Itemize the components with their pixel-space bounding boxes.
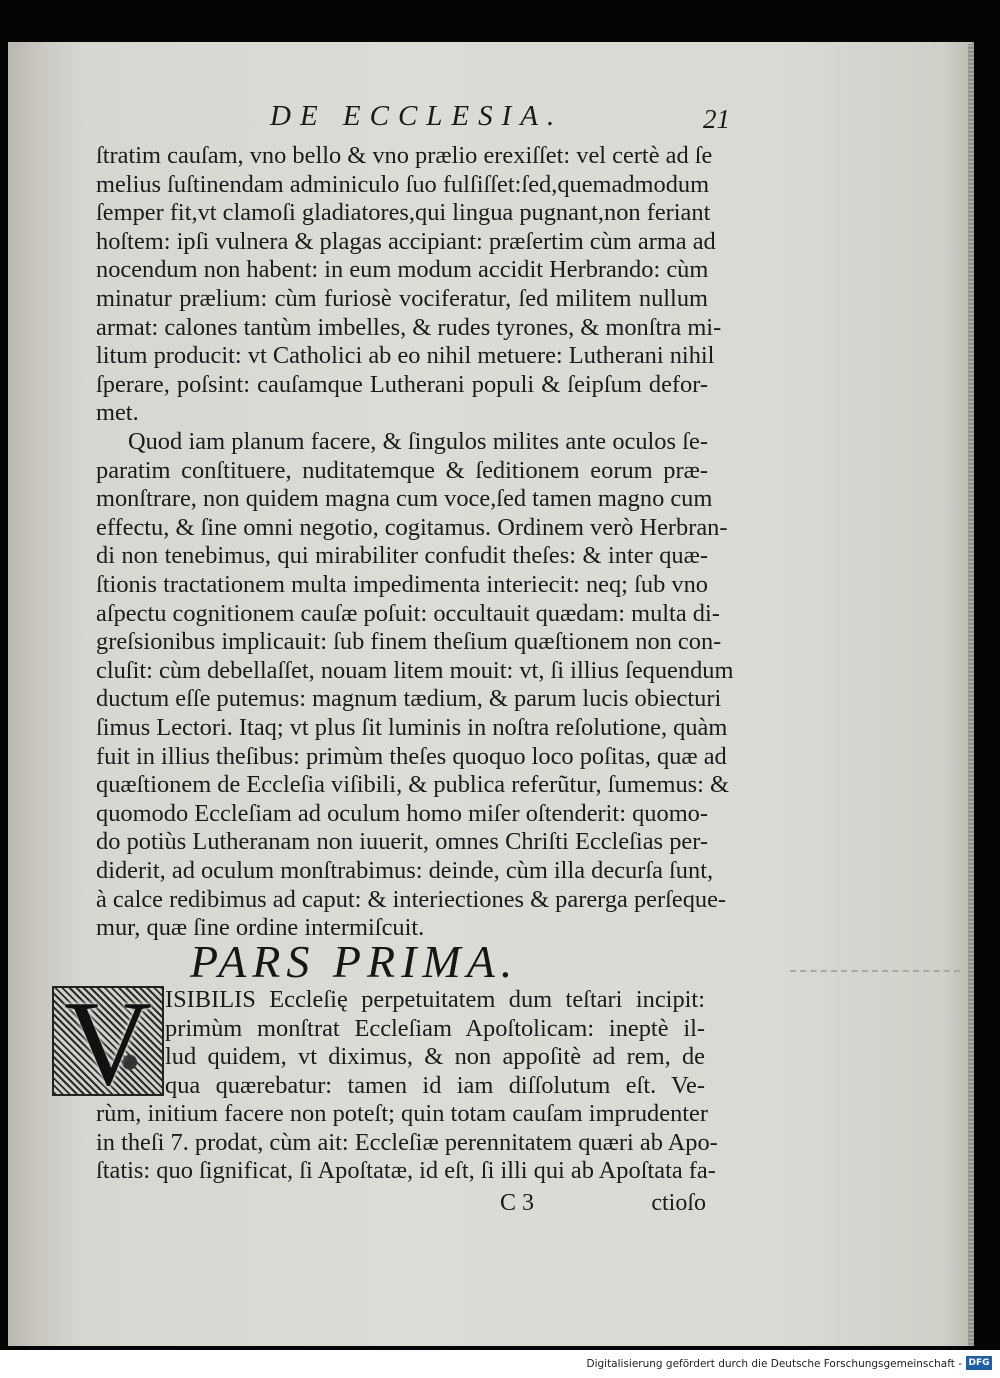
page-footer-marks (500, 1190, 706, 1220)
paragraph-3-continued (96, 1100, 718, 1186)
text-line: qua quærebatur: tamen id iam diſſolutum eſt. Ve- (165, 1071, 705, 1099)
text-line: minatur prælium: cùm furiosè vociferatur, ſed militem nullum (96, 284, 708, 312)
text-line: ſperare, poſsint: cauſamque Lutherani populi & ſeipſum defor- (96, 370, 708, 398)
text-line: Quod iam planum facere, & ſingulos milites ante oculos ſe- (128, 428, 708, 455)
paragraph-2 (96, 428, 734, 943)
text-line: ductum eſſe putemus: magnum tædium, & parum lucis obiecturi (96, 685, 722, 713)
paragraph-3-beside-initial (165, 986, 705, 1100)
page-fore-edge (968, 44, 974, 1346)
digitization-footer (0, 1350, 1000, 1378)
text-line: hoſtem: ipſi vulnera & plagas accipiant: præſertim cùm arma ad (96, 227, 716, 255)
text-line: effectu, & ſine omni negotio, cogitamus. Ordinem verò Herbran- (96, 513, 728, 541)
text-line: monſtrare, non quidem magna cum voce,ſed tamen magno cum (96, 485, 713, 513)
text-line: ISIBILIS Eccleſię perpetuitatem dum teſtari incipit: (165, 986, 705, 1013)
scan-artifact-rule (790, 970, 960, 972)
text-line: armat: calones tantùm imbelles, & rudes tyrones, & monſtra mi- (96, 313, 722, 341)
text-line: nocendum non habent: in eum modum accidit Herbrando: cùm (96, 256, 709, 284)
text-line: à calce redibimus ad caput: & interiectiones & parerga perſeque- (96, 885, 727, 913)
page-header (270, 100, 730, 140)
signature-mark: C 3 (500, 1190, 535, 1216)
text-line: ſimus Lectori. Itaq; vt plus ſit luminis in noſtra reſolutione, quàm (96, 713, 728, 741)
text-line: diderit, ad oculum monſtrabimus: deinde, cùm illa decurſa ſunt, (96, 856, 714, 884)
text-line: do potiùs Lutheranam non iuuerit, omnes Chriſti Eccleſias per- (96, 828, 708, 856)
paragraph-1 (96, 142, 722, 428)
folio-number: 21 (703, 104, 730, 134)
text-line: ſtratim cauſam, vno bello & vno prælio erexiſſet: vel certè ad ſe (96, 142, 713, 169)
text-line: lud quidem, vt diximus, & non appoſitè ad rem, de (165, 1043, 705, 1071)
text-line: ſemper fit,vt clamoſi gladiatores,qui lingua pugnant,non feriant (96, 199, 711, 227)
text-line: mur, quæ ſine ordine intermiſcuit. (96, 914, 425, 942)
section-heading: PARS PRIMA. (190, 936, 519, 987)
decorated-initial (52, 976, 164, 1111)
initial-letter: V (63, 976, 153, 1111)
running-title: DE ECCLESIA. (270, 100, 564, 132)
text-line: ſtatis: quo ſignificat, ſi Apoſtatæ, id eſt, ſi illi qui ab Apoſtata fa- (96, 1157, 716, 1185)
catchword: ctioſo (651, 1190, 706, 1216)
text-line: met. (96, 399, 139, 427)
footer-credit: Digitalisierung gefördert durch die Deutsche Forschungsgemeinschaft - (586, 1358, 962, 1370)
text-line: di non tenebimus, qui mirabiliter confudit theſes: & inter quæ- (96, 542, 708, 570)
dfg-logo: DFG (966, 1356, 992, 1370)
text-line: primùm monſtrat Eccleſiam Apoſtolicam: ineptè il- (165, 1014, 705, 1042)
text-line: greſsionibus implicauit: ſub finem theſium quæſtionem non con- (96, 628, 722, 656)
text-line: rùm, initium facere non poteſt; quin totam cauſam imprudenter (96, 1100, 708, 1127)
text-line: aſpectu cognitionem cauſæ poſuit: occultauit quædam: multa di- (96, 599, 720, 627)
text-line: quæſtionem de Eccleſia viſibili, & publica referũtur, ſumemus: & (96, 771, 730, 799)
text-line: melius ſuſtinendam adminiculo ſuo fulſiſſet:ſed,quemadmodum (96, 170, 710, 198)
text-line: cluſit: cùm debellaſſet, nouam litem mouit: vt, ſi illius ſequendum (96, 656, 734, 684)
text-line: paratim conſtituere, nuditatemque & ſeditionem eorum præ- (96, 456, 708, 484)
text-line: in theſi 7. prodat, cùm ait: Eccleſiæ perennitatem quæri ab Apo- (96, 1128, 718, 1156)
text-line: fuit in illius theſibus: primùm theſes quoquo loco poſitas, quæ ad (96, 742, 727, 770)
text-line: litum producit: vt Catholici ab eo nihil metuere: Lutherani nihil (96, 342, 715, 370)
text-line: ſtionis tractationem multa impedimenta interiecit: neq; ſub vno (96, 570, 708, 598)
text-line: quomodo Eccleſiam ad oculum homo miſer oſtenderit: quomo- (96, 799, 708, 827)
